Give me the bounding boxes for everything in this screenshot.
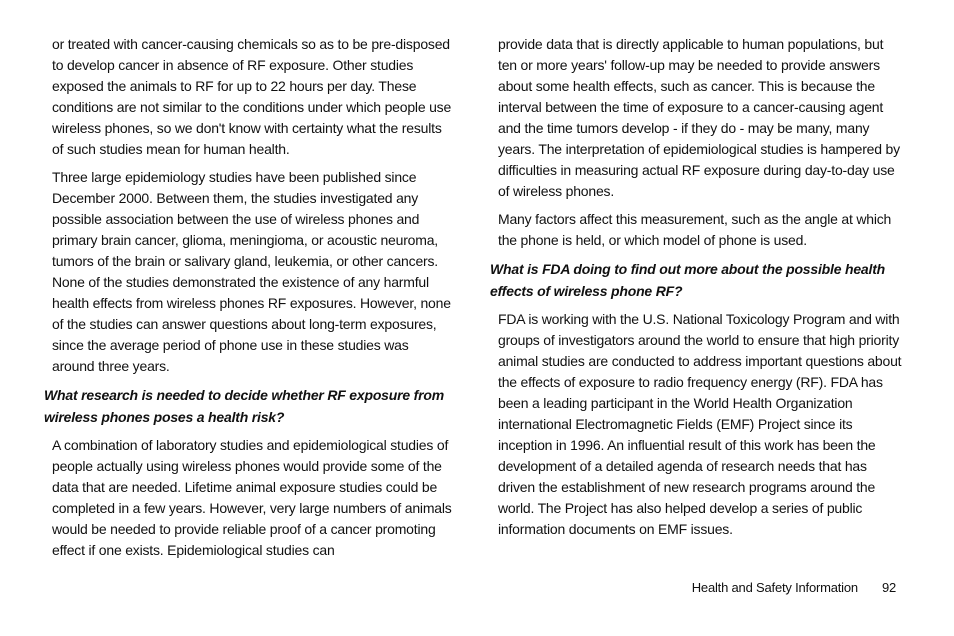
right-paragraph-2: Many factors affect this measurement, such as the angle at which the phone is held, or which model of phone is used.	[498, 211, 892, 248]
right-section-heading: What is FDA doing to find out more about the possible health effects of wireless phone RF?	[490, 261, 886, 299]
right-column	[490, 34, 902, 547]
footer-section-title: Health and Safety Information	[691, 580, 858, 595]
left-paragraph-2: Three large epidemiology studies have been published since December 2000. Between them, the studies investigated any possible association between the use of wireless phones and primary brain cancer, glioma, meningioma, or acoustic neuroma, tumors of the brain or salivary gland, leukemia, or other cancers. None of the studies demonstrated the existence of any harmful health effects from wireless phones RF exposures. However, none of the studies can answer questions about long-term exposures, since the average period of phone use in these studies was around three years.	[52, 169, 451, 374]
right-paragraph-1: provide data that is directly applicable to human populations, but ten or more years' follow-up may be needed to provide answers about some health effects, such as cancer. This is because the interval between the time of exposure to a cancer-causing agent and the time tumors develop - if they do - may be many, many years. The interpretation of epidemiological studies is hampered by difficulties in measuring actual RF exposure during day-to-day use of wireless phones.	[498, 36, 900, 199]
right-paragraph-3: FDA is working with the U.S. National Toxicology Program and with groups of investigators around the world to ensure that high priority animal studies are conducted to address important questions about the effects of exposure to radio frequency energy (RF). FDA has been a leading participant in the World Health Organization international Electromagnetic Fields (EMF) Project since its inception in 1996. An influential result of this work has been the development of a detailed agenda of research needs that has driven the establishment of new research programs around the world. The Project has also helped develop a series of public information documents on EMF issues.	[498, 311, 902, 537]
page-number: 92	[881, 580, 896, 595]
left-section-heading: What research is needed to decide whether RF exposure from wireless phones poses a health risk?	[44, 387, 444, 425]
page-footer	[692, 580, 896, 595]
left-column	[44, 34, 454, 568]
left-paragraph-1: or treated with cancer-causing chemicals so as to be pre-disposed to develop cancer in absence of RF exposure. Other studies exposed the animals to RF for up to 22 hours per day. These conditions are not similar to the conditions under which people use wireless phones, so we don't know with certainty what the results of such studies mean for human health.	[52, 36, 452, 157]
left-paragraph-3: A combination of laboratory studies and epidemiological studies of people actually using wireless phones would provide some of the data that are needed. Lifetime animal exposure studies could be completed in a few years. However, very large numbers of animals would be needed to provide reliable proof of a cancer promoting effect if one exists. Epidemiological studies can	[52, 437, 452, 558]
